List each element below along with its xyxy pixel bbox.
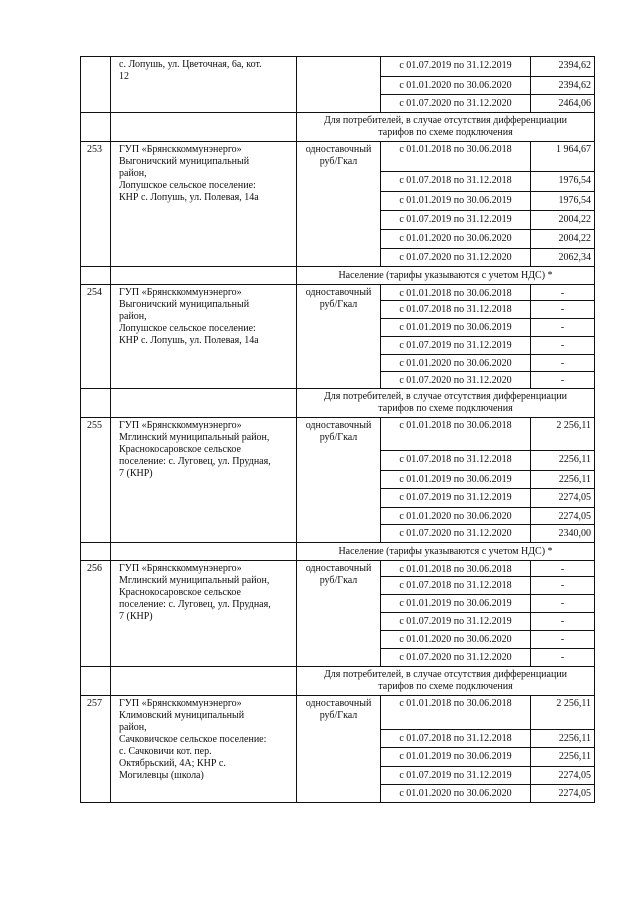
- tariff-value-cell: [531, 767, 595, 785]
- tariff-value-cell: [531, 525, 595, 543]
- tariff-value-cell-text: -: [560, 375, 565, 386]
- organization-line: 7 (КНР): [119, 468, 153, 479]
- tariff-value-cell-text: 2274,05: [558, 492, 591, 503]
- period-cell: [381, 142, 531, 172]
- empty-cell: [111, 543, 297, 561]
- organization-cell: [111, 57, 297, 113]
- note-line: тарифов по схеме подключения: [378, 681, 513, 692]
- period-cell: [381, 230, 531, 249]
- period-cell-text: с 01.07.2018 по 31.12.2018: [399, 733, 512, 744]
- tariff-value-cell: [531, 730, 595, 748]
- period-cell-text: с 01.07.2018 по 31.12.2018: [399, 304, 512, 315]
- population-note: [297, 543, 595, 561]
- tariff-value-cell: [531, 748, 595, 767]
- tariff-value-cell: [531, 649, 595, 667]
- tariff-value-cell-text: 1976,54: [558, 195, 591, 206]
- row-number-cell-text: 257: [87, 698, 102, 709]
- tariff-value-cell-text: 1976,54: [558, 175, 591, 186]
- period-cell: [381, 418, 531, 451]
- period-cell: [381, 508, 531, 525]
- period-cell: [381, 249, 531, 267]
- tariff-value-cell-text: -: [560, 564, 565, 575]
- organization-line: 12: [119, 71, 129, 82]
- tariff-value-cell-text: 2274,05: [558, 511, 591, 522]
- organization-cell: [111, 696, 297, 803]
- organization-cell: [111, 142, 297, 267]
- organization-line: Мглинский муниципальный район,: [119, 432, 270, 443]
- note-line: тарифов по схеме подключения: [378, 127, 513, 138]
- tariff-value-cell: [531, 508, 595, 525]
- note-row-differentiation: [81, 113, 595, 142]
- differentiation-note: [297, 667, 595, 696]
- population-note-text: Население (тарифы указываются с учетом НДС) *: [338, 270, 553, 281]
- organization-line: поселение: с. Луговец, ул. Прудная,: [119, 456, 271, 467]
- period-cell: [381, 192, 531, 211]
- organization-line: Краснокосаровское сельское: [119, 444, 241, 455]
- tariff-value-cell-text: 2 256,11: [556, 420, 591, 431]
- row-number-cell-text: 254: [87, 287, 102, 298]
- tariff-value-cell-text: -: [560, 652, 565, 663]
- organization-line: Октябрьский, 4А; КНР с.: [119, 758, 226, 769]
- table-row: [81, 142, 595, 172]
- tariff-value-cell-text: -: [560, 340, 565, 351]
- tariff-value-cell: [531, 95, 595, 113]
- empty-cell: [81, 543, 111, 561]
- row-number-cell: [81, 142, 111, 267]
- tariff-value-cell-text: -: [560, 304, 565, 315]
- tariff-value-cell: [531, 471, 595, 489]
- period-cell-text: с 01.01.2019 по 30.06.2019: [399, 322, 512, 333]
- period-cell-text: с 01.01.2018 по 30.06.2018: [399, 564, 512, 575]
- row-number-cell-text: 256: [87, 563, 102, 574]
- period-cell-text: с 01.07.2019 по 31.12.2019: [399, 60, 512, 71]
- unit-line: одноставочный: [305, 287, 372, 298]
- empty-cell: [111, 113, 297, 142]
- period-cell: [381, 730, 531, 748]
- period-cell-text: с 01.07.2019 по 31.12.2019: [399, 214, 512, 225]
- empty-cell: [111, 267, 297, 285]
- table-row: [81, 418, 595, 451]
- tariff-value-cell: [531, 785, 595, 803]
- period-cell: [381, 285, 531, 301]
- period-cell-text: с 01.07.2019 по 31.12.2019: [399, 492, 512, 503]
- tariff-value-cell-text: 2274,05: [558, 788, 591, 799]
- period-cell: [381, 767, 531, 785]
- row-number-cell: [81, 285, 111, 389]
- organization-line: Краснокосаровское сельское: [119, 587, 241, 598]
- empty-cell: [111, 389, 297, 418]
- table-row: [81, 696, 595, 730]
- tariff-value-cell: [531, 595, 595, 613]
- period-cell-text: с 01.07.2018 по 31.12.2018: [399, 454, 512, 465]
- period-cell-text: с 01.01.2018 по 30.06.2018: [399, 698, 512, 709]
- unit-line: руб/Гкал: [319, 299, 358, 310]
- organization-line: район,: [119, 168, 147, 179]
- period-cell-text: с 01.01.2020 по 30.06.2020: [399, 788, 512, 799]
- period-cell-text: с 01.07.2020 по 31.12.2020: [399, 652, 512, 663]
- unit-line: одноставочный: [305, 698, 372, 709]
- tariff-value-cell: [531, 77, 595, 95]
- period-cell-text: с 01.07.2020 по 31.12.2020: [399, 252, 512, 263]
- period-cell: [381, 337, 531, 355]
- organization-line: Лопушское сельское поселение:: [119, 180, 256, 191]
- unit-line: руб/Гкал: [319, 575, 358, 586]
- organization-line: ГУП «Брянсккоммунэнерго»: [119, 144, 242, 155]
- unit-cell: [297, 561, 381, 667]
- period-cell: [381, 748, 531, 767]
- period-cell: [381, 785, 531, 803]
- table-row: [81, 57, 595, 77]
- differentiation-note: [297, 389, 595, 418]
- tariff-value-cell-text: 2464,06: [558, 98, 591, 109]
- note-line: Для потребителей, в случае отсутствия дифференциации: [323, 669, 568, 680]
- organization-cell: [111, 561, 297, 667]
- period-cell-text: с 01.07.2019 по 31.12.2019: [399, 770, 512, 781]
- period-cell-text: с 01.01.2018 по 30.06.2018: [399, 288, 512, 299]
- organization-line: ГУП «Брянсккоммунэнерго»: [119, 563, 242, 574]
- tariff-value-cell-text: -: [560, 580, 565, 591]
- tariff-value-cell-text: 1 964,67: [556, 144, 591, 155]
- tariff-value-cell: [531, 142, 595, 172]
- tariff-value-cell-text: -: [560, 288, 565, 299]
- tariff-value-cell-text: 2394,62: [558, 60, 591, 71]
- organization-line: Мглинский муниципальный район,: [119, 575, 270, 586]
- organization-cell: [111, 418, 297, 543]
- row-number-cell: [81, 696, 111, 803]
- row-number-cell: [81, 418, 111, 543]
- tariff-value-cell-text: -: [560, 322, 565, 333]
- unit-line: руб/Гкал: [319, 432, 358, 443]
- organization-line: район,: [119, 722, 147, 733]
- period-cell-text: с 01.07.2020 по 31.12.2020: [399, 375, 512, 386]
- unit-line: руб/Гкал: [319, 156, 358, 167]
- row-number-cell-text: 253: [87, 144, 102, 155]
- tariff-value-cell: [531, 285, 595, 301]
- period-cell: [381, 57, 531, 77]
- period-cell: [381, 172, 531, 192]
- period-cell: [381, 211, 531, 230]
- period-cell-text: с 01.01.2018 по 30.06.2018: [399, 144, 512, 155]
- period-cell-text: с 01.01.2020 по 30.06.2020: [399, 358, 512, 369]
- period-cell-text: с 01.07.2018 по 31.12.2018: [399, 175, 512, 186]
- organization-line: ГУП «Брянсккоммунэнерго»: [119, 420, 242, 431]
- period-cell-text: с 01.01.2019 по 30.06.2019: [399, 195, 512, 206]
- period-cell-text: с 01.01.2020 по 30.06.2020: [399, 511, 512, 522]
- organization-line: Климовский муниципальный: [119, 710, 245, 721]
- tariff-value-cell: [531, 211, 595, 230]
- tariff-value-cell-text: 2256,11: [558, 751, 591, 762]
- empty-cell: [81, 389, 111, 418]
- period-cell-text: с 01.01.2020 по 30.06.2020: [399, 634, 512, 645]
- period-cell-text: с 01.01.2019 по 30.06.2019: [399, 751, 512, 762]
- organization-cell: [111, 285, 297, 389]
- tariff-value-cell-text: -: [560, 358, 565, 369]
- tariff-value-cell: [531, 696, 595, 730]
- tariff-value-cell-text: 2062,34: [558, 252, 591, 263]
- period-cell: [381, 489, 531, 508]
- period-cell-text: с 01.01.2019 по 30.06.2019: [399, 474, 512, 485]
- tariff-value-cell: [531, 230, 595, 249]
- unit-line: одноставочный: [305, 563, 372, 574]
- unit-line: одноставочный: [305, 144, 372, 155]
- note-line: Для потребителей, в случае отсутствия дифференциации: [323, 115, 568, 126]
- tariff-value-cell-text: 2 256,11: [556, 698, 591, 709]
- tariff-value-cell-text: -: [560, 616, 565, 627]
- organization-line: КНР с. Лопушь, ул. Полевая, 14а: [119, 335, 259, 346]
- tariff-value-cell-text: 2256,11: [558, 474, 591, 485]
- table-row: [81, 561, 595, 577]
- organization-line: с. Сачковичи кот. пер.: [119, 746, 212, 757]
- unit-line: руб/Гкал: [319, 710, 358, 721]
- tariff-value-cell: [531, 577, 595, 595]
- document-page: [80, 56, 595, 803]
- tariff-value-cell-text: 2256,11: [558, 454, 591, 465]
- period-cell: [381, 577, 531, 595]
- period-cell: [381, 696, 531, 730]
- row-number-cell: [81, 57, 111, 113]
- population-note: [297, 267, 595, 285]
- period-cell: [381, 77, 531, 95]
- tariff-value-cell-text: 2004,22: [558, 214, 591, 225]
- tariff-table: [80, 56, 595, 803]
- period-cell: [381, 631, 531, 649]
- period-cell: [381, 319, 531, 337]
- note-row-differentiation: [81, 667, 595, 696]
- organization-line: район,: [119, 311, 147, 322]
- tariff-value-cell-text: -: [560, 598, 565, 609]
- empty-cell: [81, 113, 111, 142]
- organization-line: поселение: с. Луговец, ул. Прудная,: [119, 599, 271, 610]
- tariff-value-cell: [531, 192, 595, 211]
- tariff-value-cell: [531, 319, 595, 337]
- tariff-value-cell: [531, 57, 595, 77]
- organization-line: 7 (КНР): [119, 611, 153, 622]
- period-cell-text: с 01.07.2019 по 31.12.2019: [399, 340, 512, 351]
- unit-cell: [297, 696, 381, 803]
- note-row-differentiation: [81, 389, 595, 418]
- period-cell: [381, 613, 531, 631]
- period-cell: [381, 525, 531, 543]
- empty-cell: [81, 267, 111, 285]
- organization-line: с. Лопушь, ул. Цветочная, 6а, кот.: [119, 59, 262, 70]
- organization-line: Сачковичское сельское поселение:: [119, 734, 267, 745]
- note-line: тарифов по схеме подключения: [378, 403, 513, 414]
- tariff-value-cell: [531, 613, 595, 631]
- tariff-value-cell-text: 2394,62: [558, 80, 591, 91]
- organization-line: Выгоничский муниципальный: [119, 299, 250, 310]
- period-cell: [381, 355, 531, 372]
- note-row-population: [81, 267, 595, 285]
- tariff-value-cell: [531, 172, 595, 192]
- tariff-value-cell: [531, 631, 595, 649]
- period-cell-text: с 01.01.2018 по 30.06.2018: [399, 420, 512, 431]
- period-cell: [381, 595, 531, 613]
- tariff-value-cell: [531, 418, 595, 451]
- empty-cell: [81, 667, 111, 696]
- row-number-cell-text: 255: [87, 420, 102, 431]
- tariff-value-cell: [531, 451, 595, 471]
- population-note-text: Население (тарифы указываются с учетом НДС) *: [338, 546, 553, 557]
- table-row: [81, 285, 595, 301]
- period-cell: [381, 95, 531, 113]
- note-row-population: [81, 543, 595, 561]
- period-cell: [381, 372, 531, 389]
- period-cell-text: с 01.07.2018 по 31.12.2018: [399, 580, 512, 591]
- organization-line: Лопушское сельское поселение:: [119, 323, 256, 334]
- period-cell-text: с 01.01.2020 по 30.06.2020: [399, 80, 512, 91]
- tariff-value-cell-text: -: [560, 634, 565, 645]
- tariff-value-cell: [531, 337, 595, 355]
- row-number-cell: [81, 561, 111, 667]
- tariff-value-cell: [531, 561, 595, 577]
- period-cell-text: с 01.07.2020 по 31.12.2020: [399, 98, 512, 109]
- tariff-value-cell-text: 2340,00: [558, 528, 591, 539]
- differentiation-note: [297, 113, 595, 142]
- unit-cell: [297, 57, 381, 113]
- tariff-value-cell: [531, 301, 595, 319]
- tariff-value-cell: [531, 249, 595, 267]
- period-cell: [381, 561, 531, 577]
- tariff-value-cell: [531, 355, 595, 372]
- period-cell: [381, 649, 531, 667]
- unit-cell: [297, 285, 381, 389]
- period-cell-text: с 01.01.2020 по 30.06.2020: [399, 233, 512, 244]
- organization-line: ГУП «Брянсккоммунэнерго»: [119, 287, 242, 298]
- organization-line: Выгоничский муниципальный: [119, 156, 250, 167]
- tariff-value-cell-text: 2004,22: [558, 233, 591, 244]
- unit-cell: [297, 142, 381, 267]
- period-cell-text: с 01.07.2019 по 31.12.2019: [399, 616, 512, 627]
- tariff-value-cell-text: 2274,05: [558, 770, 591, 781]
- empty-cell: [111, 667, 297, 696]
- organization-line: КНР с. Лопушь, ул. Полевая, 14а: [119, 192, 259, 203]
- period-cell: [381, 301, 531, 319]
- tariff-value-cell-text: 2256,11: [558, 733, 591, 744]
- period-cell: [381, 471, 531, 489]
- period-cell-text: с 01.07.2020 по 31.12.2020: [399, 528, 512, 539]
- organization-line: Могилевцы (школа): [119, 770, 204, 781]
- note-line: Для потребителей, в случае отсутствия дифференциации: [323, 391, 568, 402]
- unit-cell: [297, 418, 381, 543]
- tariff-value-cell: [531, 489, 595, 508]
- period-cell-text: с 01.01.2019 по 30.06.2019: [399, 598, 512, 609]
- period-cell: [381, 451, 531, 471]
- organization-line: ГУП «Брянсккоммунэнерго»: [119, 698, 242, 709]
- unit-line: одноставочный: [305, 420, 372, 431]
- tariff-value-cell: [531, 372, 595, 389]
